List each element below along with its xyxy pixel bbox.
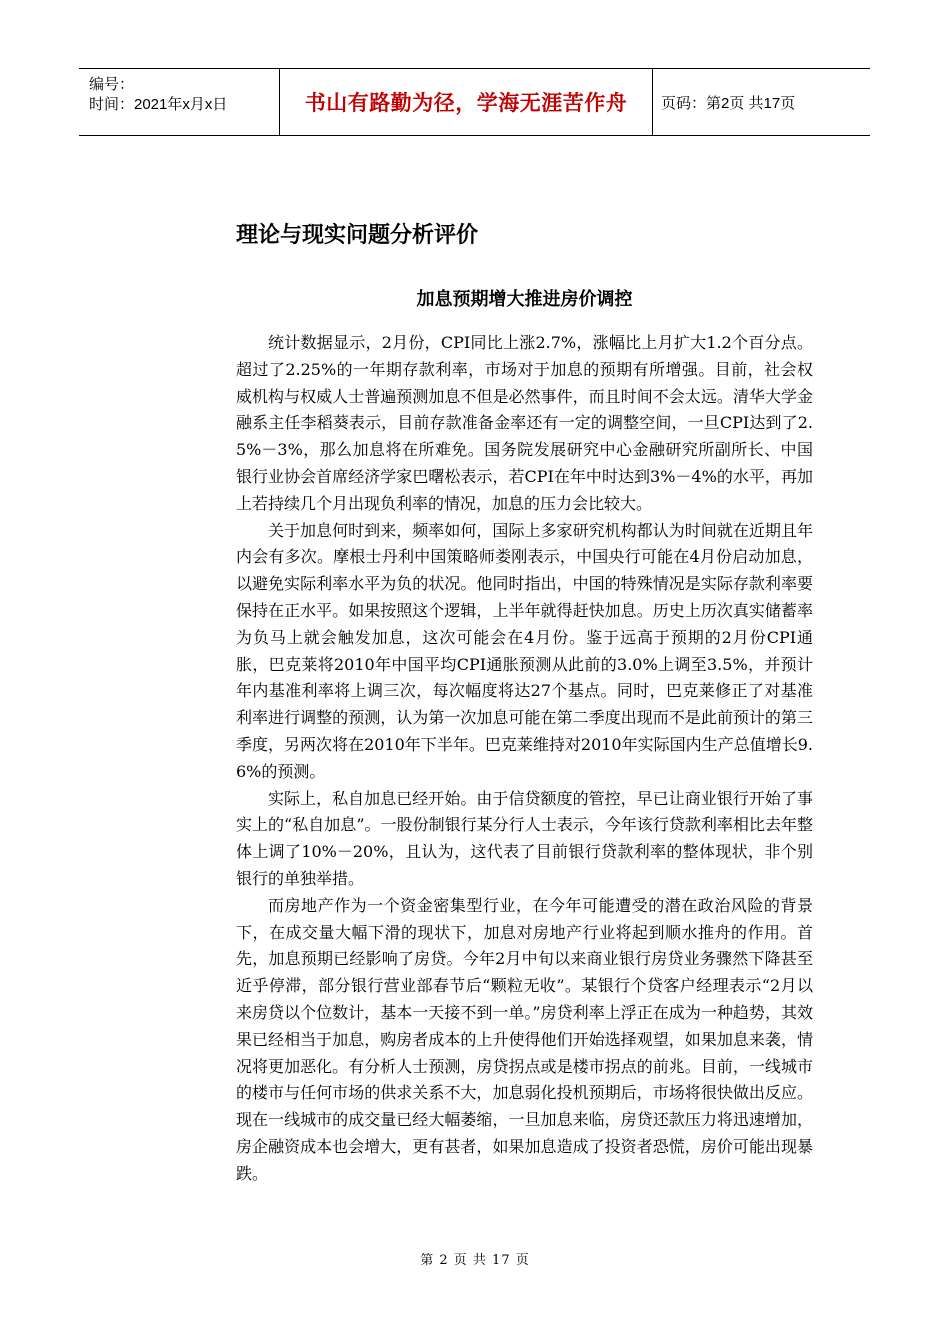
header-page-info: 页码：第2页 共17页 [661, 94, 796, 112]
document-time-label: 时间：2021年x月x日 [89, 96, 228, 113]
article-title: 加息预期增大推进房价调控 [416, 289, 633, 310]
page-footer: 第 2 页 共 17 页 [420, 1253, 530, 1268]
article-body [236, 330, 813, 1188]
paragraph-3: 实际上，私自加息已经开始。由于信贷额度的管控，早已让商业银行开始了事实上的“私自加息”。一股份制银行某分行人士表示，今年该行贷款利率相比去年整体上调了10%－20%，且认为，这代表了目前银行贷款利率的整体现状，非个别银行的单独举措。 [236, 788, 813, 888]
paragraph-2: 关于加息何时到来，频率如何，国际上多家研究机构都认为时间就在近期且年内会有多次。摩根士丹利中国策略师娄刚表示，中国央行可能在4月份启动加息，以避免实际利率水平为负的状况。他同时指出，中国的特殊情况是实际存款利率要保持在正水平。如果按照这个逻辑，上半年就得赶快加息。历史上历次真实储蓄率为负马上就会触发加息，这次可能会在4月份。鉴于远高于预期的2月份CPI通胀，巴克莱将2010年中国平均CPI通胀预测从此前的3.0%上调至3.5%，并预计年内基准利率将上调三次，每次幅度将达27个基点。同时，巴克莱修正了对基准利率进行调整的预测，认为第一次加息可能在第二季度出现而不是此前预计的第三季度，另两次将在2010年下半年。巴克莱维持对2010年实际国内生产总值增长9.6%的预测。 [236, 520, 813, 781]
paragraph-4: 而房地产作为一个资金密集型行业，在今年可能遭受的潜在政治风险的背景下，在成交量大幅下滑的现状下，加息对房地产行业将起到顺水推舟的作用。首先，加息预期已经影响了房贷。今年2月中旬以来商业银行房贷业务骤然下降甚至近乎停滞，部分银行营业部春节后“颗粒无收”。某银行个贷客户经理表示“2月以来房贷以个位数计，基本一天接不到一单。”房贷利率上浮正在成为一种趋势，其效果已经相当于加息，购房者成本的上升使得他们开始选择观望，如果加息来袭，情况将更加恶化。有分析人士预测，房贷拐点或是楼市拐点的前兆。目前，一线城市的楼市与任何市场的供求关系不大，加息弱化投机预期后，市场将很快做出反应。现在一线城市的成交量已经大幅萎缩，一旦加息来临，房贷还款压力将迅速增加，房企融资成本也会增大，更有甚者，如果加息造成了投资者恐慌，房价可能出现暴跌。 [236, 895, 813, 1183]
section-title: 理论与现实问题分析评价 [236, 223, 479, 248]
document-number-label: 编号： [89, 76, 135, 93]
header-motto: 书山有路勤为径，学海无涯苦作舟 [279, 69, 653, 135]
page-header [79, 68, 870, 136]
paragraph-1: 统计数据显示，2月份，CPI同比上涨2.7%，涨幅比上月扩大1.2个百分点。超过了2.25%的一年期存款利率，市场对于加息的预期有所增强。目前，社会权威机构与权威人士普遍预测加息不但是必然事件，而且时间不会太远。清华大学金融系主任李稻葵表示，目前存款准备金率还有一定的调整空间，一旦CPI达到了2.5%－3%，那么加息将在所难免。国务院发展研究中心金融研究所副所长、中国银行业协会首席经济学家巴曙松表示，若CPI在年中时达到3%－4%的水平，再加上若持续几个月出现负利率的情况，加息的压力会比较大。 [236, 333, 813, 513]
header-meta [79, 69, 279, 135]
